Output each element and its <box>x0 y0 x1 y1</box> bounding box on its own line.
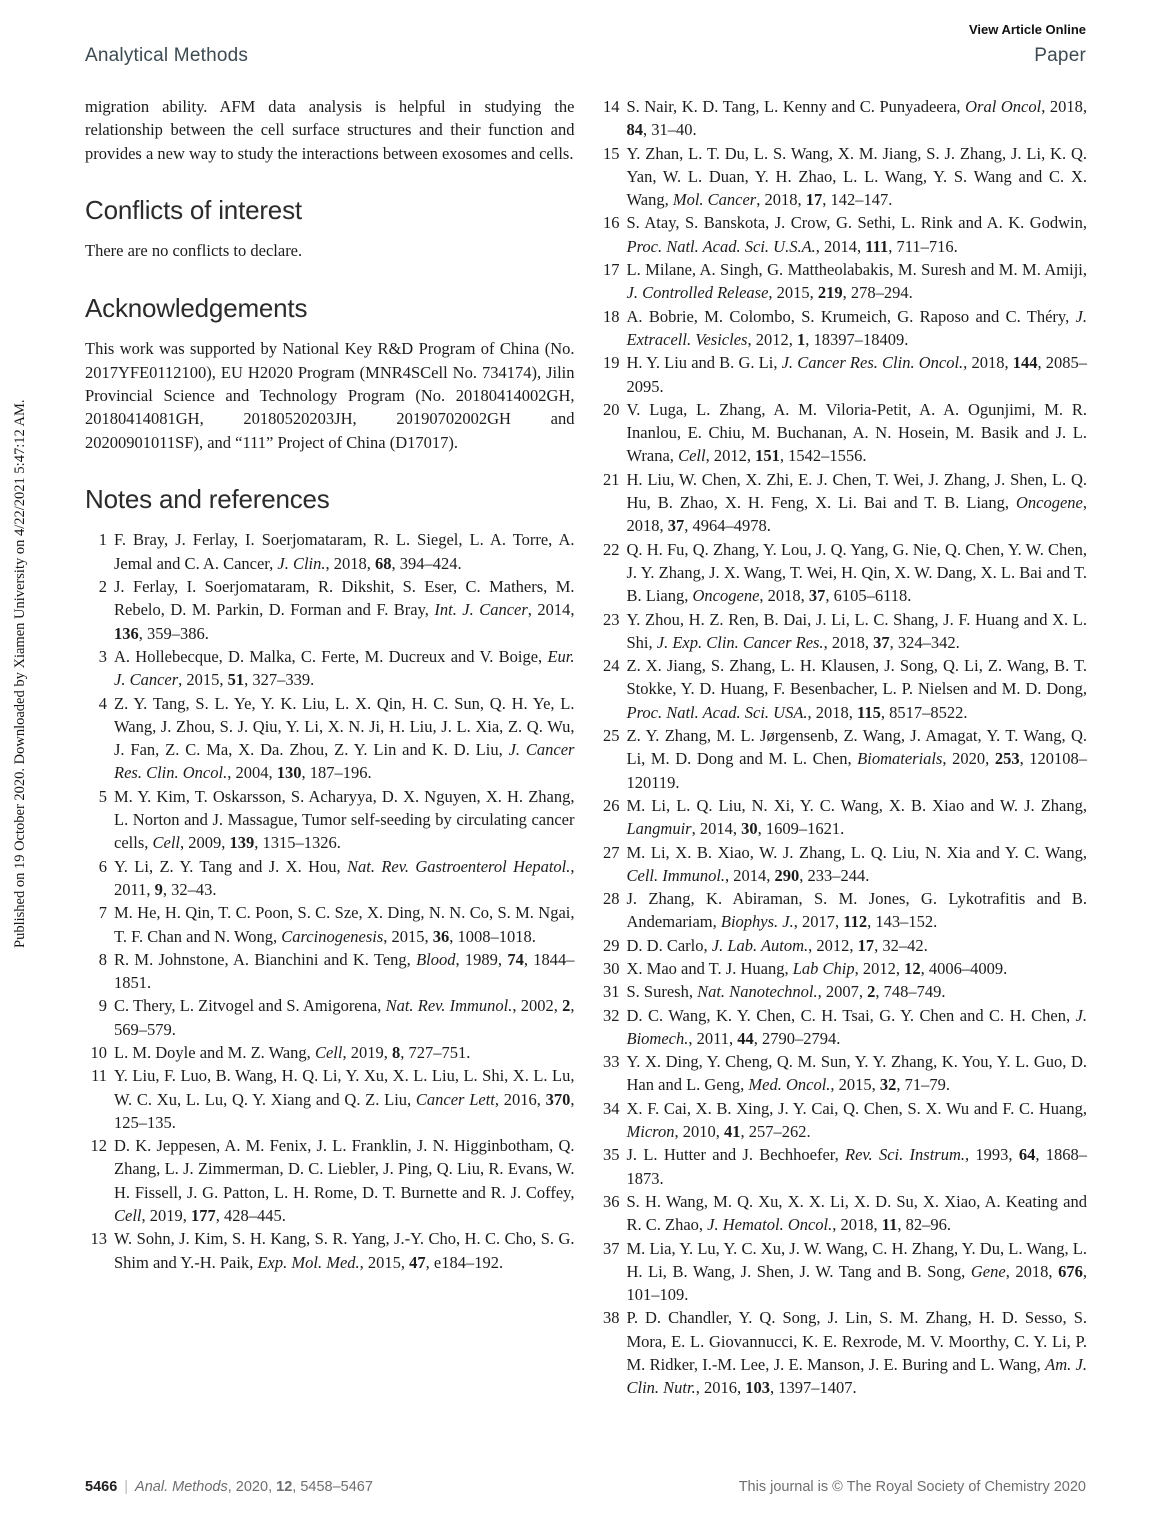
reference-list-left <box>85 528 575 1274</box>
reference-number: 13 <box>90 1229 107 1249</box>
reference-number: 34 <box>603 1098 620 1118</box>
reference-number: 15 <box>603 143 620 163</box>
reference-item <box>598 980 1088 1003</box>
reference-number: 6 <box>98 856 107 876</box>
journal-citation: Anal. Methods, 2020, 12, 5458–5467 <box>135 1479 373 1495</box>
reference-number: 3 <box>98 646 107 666</box>
reference-text: Z. Y. Tang, S. L. Ye, Y. K. Liu, L. X. Qin, H. C. Sun, Q. H. Ye, L. Wang, J. Zhou, S. J. Qiu, Y. Li, X. N. Ji, H. Liu, J. L. Xia, Z. Q. Wu, J. Fan, Z. C. Ma, X. Da. Zhou, Z. Y. Lin and K. D. Liu, J. Cancer Res. Clin. Oncol., 2004, 130, 187–196. <box>114 693 575 783</box>
reference-number: 25 <box>603 726 620 746</box>
page-number: 5466 <box>85 1479 118 1495</box>
reference-text: Z. Y. Zhang, M. L. Jørgensenb, Z. Wang, J. Amagat, Y. T. Wang, Q. Li, M. D. Dong and M. L. Chen, Biomaterials, 2020, 253, 120108–120119. <box>626 726 1088 792</box>
left-column <box>85 95 575 1400</box>
reference-number: 2 <box>98 577 107 597</box>
reference-item <box>85 1227 575 1274</box>
reference-item <box>598 654 1088 724</box>
reference-text: R. M. Johnstone, A. Bianchini and K. Teng, Blood, 1989, 74, 1844–1851. <box>114 949 575 993</box>
reference-number: 36 <box>603 1191 620 1211</box>
reference-number: 38 <box>603 1308 620 1328</box>
reference-text: F. Bray, J. Ferlay, I. Soerjomataram, R. L. Siegel, L. A. Torre, A. Jemal and C. A. Cancer, J. Clin., 2018, 68, 394–424. <box>114 530 575 573</box>
reference-number: 9 <box>98 996 107 1016</box>
reference-text: Q. H. Fu, Q. Zhang, Y. Lou, J. Q. Yang, G. Nie, Q. Chen, Y. W. Chen, J. Y. Zhang, J. X. Wang, T. Wei, H. Qin, X. W. Dang, X. L. Bai and T. B. Liang, Oncogene, 2018, 37, 6105–6118. <box>626 539 1087 606</box>
reference-number: 37 <box>603 1238 620 1258</box>
reference-item <box>598 305 1088 352</box>
reference-item <box>598 957 1088 980</box>
reference-number: 22 <box>603 539 620 559</box>
reference-item <box>598 934 1088 957</box>
right-column <box>598 95 1088 1400</box>
two-column-body <box>85 95 1087 1400</box>
reference-number: 7 <box>98 903 107 923</box>
view-article-online-link[interactable]: View Article Online <box>968 22 1086 37</box>
reference-item <box>598 841 1088 888</box>
reference-text: Y. X. Ding, Y. Cheng, Q. M. Sun, Y. Y. Zhang, K. You, Y. L. Guo, D. Han and L. Geng, Med. Oncol., 2015, 32, 71–79. <box>626 1052 1087 1095</box>
reference-item <box>598 1190 1088 1237</box>
reference-text: S. Suresh, Nat. Nanotechnol., 2007, 2, 748–749. <box>626 982 946 1002</box>
reference-number: 5 <box>98 786 107 806</box>
reference-text: M. Li, X. B. Xiao, W. J. Zhang, L. Q. Liu, N. Xia and Y. C. Wang, Cell. Immunol., 2014, 290, 233–244. <box>626 842 1087 885</box>
reference-number: 1 <box>98 530 107 550</box>
reference-number: 12 <box>90 1136 107 1156</box>
reference-item <box>598 887 1088 934</box>
reference-number: 14 <box>603 97 620 116</box>
reference-text: M. He, H. Qin, T. C. Poon, S. C. Sze, X. Ding, N. N. Co, S. M. Ngai, T. F. Chan and N. Wong, Carcinogenesis, 2015, 36, 1008–1018. <box>114 903 575 946</box>
sidebar-provenance-text: Published on 19 October 2020. Downloaded by Xiamen University on 4/22/2021 5:47:12 AM. <box>12 399 28 948</box>
reference-text: S. Atay, S. Banskota, J. Crow, G. Sethi, L. Rink and A. K. Godwin, Proc. Natl. Acad. Sci. U.S.A., 2014, 111, 711–716. <box>626 213 1087 256</box>
reference-text: S. H. Wang, M. Q. Xu, X. X. Li, X. D. Su, X. Xiao, A. Keating and R. C. Zhao, J. Hematol. Oncol., 2018, 11, 82–96. <box>626 1191 1087 1235</box>
references-heading: Notes and references <box>85 483 330 514</box>
reference-text: Y. Liu, F. Luo, B. Wang, H. Q. Li, Y. Xu, X. L. Liu, L. Shi, X. L. Lu, W. C. Xu, L. Lu, Q. Y. Xiang and Q. Z. Liu, Cancer Lett, 2016, 370, 125–135. <box>114 1066 575 1132</box>
reference-text: J. Ferlay, I. Soerjomataram, R. Dikshit, S. Eser, C. Mathers, M. Rebelo, D. M. Parkin, D. Forman and F. Bray, Int. J. Cancer, 2014, 136, 359–386. <box>114 577 575 643</box>
reference-text: X. Mao and T. J. Huang, Lab Chip, 2012, 12, 4006–4009. <box>626 958 1008 978</box>
reference-item <box>85 948 575 995</box>
reference-number: 21 <box>603 469 620 489</box>
reference-item <box>85 575 575 645</box>
reference-number: 30 <box>603 958 620 978</box>
journal-title: Analytical Methods <box>85 45 249 66</box>
reference-text: V. Luga, L. Zhang, A. M. Viloria-Petit, A. A. Ogunjimi, M. R. Inanlou, E. Chiu, M. Buchanan, A. N. Hosein, M. Basik and J. L. Wrana, Cell, 2012, 151, 1542–1556. <box>626 399 1087 466</box>
reference-item <box>598 95 1088 142</box>
reference-item <box>598 258 1088 305</box>
reference-item <box>85 528 575 575</box>
reference-text: L. M. Doyle and M. Z. Wang, Cell, 2019, 8, 727–751. <box>114 1042 471 1062</box>
reference-text: C. Thery, L. Zitvogel and S. Amigorena, Nat. Rev. Immunol., 2002, 2, 569–579. <box>114 996 575 1039</box>
footer-separator: | <box>124 1479 129 1495</box>
reference-number: 20 <box>603 399 620 419</box>
reference-text: Y. Zhou, H. Z. Ren, B. Dai, J. Li, L. C. Shang, J. F. Huang and X. L. Shi, J. Exp. Clin. Cancer Res., 2018, 37, 324–342. <box>626 609 1087 652</box>
reference-number: 35 <box>603 1145 620 1165</box>
reference-text: H. Liu, W. Chen, X. Zhi, E. J. Chen, T. Wei, J. Zhang, J. Shen, L. Q. Hu, B. Zhao, X. H. Feng, X. Li. Bai and T. B. Liang, Oncogene, 2018, 37, 4964–4978. <box>626 469 1087 536</box>
reference-item <box>598 608 1088 655</box>
reference-item <box>85 855 575 902</box>
reference-number: 27 <box>603 842 620 862</box>
reference-text: D. K. Jeppesen, A. M. Fenix, J. L. Franklin, J. N. Higginbotham, Q. Zhang, L. J. Zimmerman, D. C. Liebler, J. Ping, Q. Liu, R. Evans, W. H. Fissell, J. G. Patton, L. H. Rome, D. T. Burnette and R. J. Coffey, Cell, 2019, 177, 428–445. <box>114 1136 575 1226</box>
conflicts-heading: Conflicts of interest <box>85 194 302 225</box>
reference-number: 32 <box>603 1005 620 1025</box>
reference-text: W. Sohn, J. Kim, S. H. Kang, S. R. Yang, J.-Y. Cho, H. C. Cho, S. G. Shim and Y.-H. Paik, Exp. Mol. Med., 2015, 47, e184–192. <box>114 1229 575 1272</box>
reference-item <box>85 901 575 948</box>
reference-number: 11 <box>91 1066 107 1086</box>
reference-item <box>85 692 575 785</box>
reference-text: Y. Zhan, L. T. Du, L. S. Wang, X. M. Jiang, S. J. Zhang, J. Li, K. Q. Yan, W. L. Duan, Y. H. Zhao, L. L. Wang, Y. S. Wang and C. X. Wang, Mol. Cancer, 2018, 17, 142–147. <box>626 143 1087 210</box>
reference-text: M. Li, L. Q. Liu, N. Xi, Y. C. Wang, X. B. Xiao and W. J. Zhang, Langmuir, 2014, 30, 1609–1621. <box>626 795 1087 839</box>
reference-item <box>598 211 1088 258</box>
reference-item <box>598 398 1088 468</box>
reference-item <box>85 1041 575 1064</box>
acknowledgements-heading: Acknowledgements <box>85 292 308 323</box>
reference-item <box>85 785 575 855</box>
reference-item <box>85 994 575 1041</box>
reference-number: 31 <box>603 982 620 1002</box>
reference-item <box>598 468 1088 538</box>
reference-text: A. Hollebecque, D. Malka, C. Ferte, M. Ducreux and V. Boige, Eur. J. Cancer, 2015, 51, 327–339. <box>114 646 575 690</box>
reference-item <box>598 724 1088 794</box>
reference-text: J. L. Hutter and J. Bechhoefer, Rev. Sci. Instrum., 1993, 64, 1868–1873. <box>626 1145 1088 1188</box>
reference-text: H. Y. Liu and B. G. Li, J. Cancer Res. Clin. Oncol., 2018, 144, 2085–2095. <box>626 353 1088 396</box>
reference-item <box>85 1064 575 1134</box>
reference-text: S. Nair, K. D. Tang, L. Kenny and C. Punyadeera, Oral Oncol, 2018, 84, 31–40. <box>626 97 1088 140</box>
conflicts-paragraph: There are no conflicts to declare. <box>85 241 303 261</box>
reference-number: 33 <box>603 1052 620 1072</box>
reference-text: D. D. Carlo, J. Lab. Autom., 2012, 17, 32–42. <box>626 935 928 955</box>
reference-text: Y. Li, Z. Y. Tang and J. X. Hou, Nat. Rev. Gastroenterol Hepatol., 2011, 9, 32–43. <box>114 856 575 899</box>
reference-number: 29 <box>603 935 620 955</box>
reference-item <box>598 1097 1088 1144</box>
reference-number: 4 <box>98 693 107 713</box>
footer-copyright: This journal is © The Royal Society of Chemistry 2020 <box>738 1479 1086 1495</box>
reference-number: 28 <box>603 889 620 909</box>
reference-text: Z. X. Jiang, S. Zhang, L. H. Klausen, J. Song, Q. Li, Z. Wang, B. T. Stokke, Y. D. Huang, F. Besenbacher, L. P. Nielsen and M. D. Dong, Proc. Natl. Acad. Sci. USA., 2018, 115, 8517–8522. <box>626 656 1087 722</box>
reference-item <box>598 1143 1088 1190</box>
reference-number: 8 <box>98 949 107 969</box>
reference-item <box>598 1004 1088 1051</box>
reference-text: A. Bobrie, M. Colombo, S. Krumeich, G. Raposo and C. Théry, J. Extracell. Vesicles, 2012, 1, 18397–18409. <box>626 306 1087 349</box>
reference-list-right <box>598 95 1088 1400</box>
reference-text: J. Zhang, K. Abiraman, S. M. Jones, G. Lykotrafitis and B. Andemariam, Biophys. J., 2017, 112, 143–152. <box>626 889 1087 932</box>
reference-item <box>598 538 1088 608</box>
reference-number: 16 <box>603 213 620 233</box>
reference-text: X. F. Cai, X. B. Xing, J. Y. Cai, Q. Chen, S. X. Wu and F. C. Huang, Micron, 2010, 41, 257–262. <box>626 1098 1087 1142</box>
intro-paragraph: migration ability. AFM data analysis is helpful in studying the relationship between the cell surface structures and their function and provides a new way to study the interactions between exosomes and cells. <box>85 97 575 163</box>
reference-item <box>85 645 575 692</box>
reference-text: M. Lia, Y. Lu, Y. C. Xu, J. W. Wang, C. H. Zhang, Y. Du, L. Wang, L. H. Li, B. Wang, J. Shen, J. W. Tang and B. Song, Gene, 2018, 676, 101–109. <box>626 1238 1087 1305</box>
reference-number: 10 <box>90 1042 107 1062</box>
reference-item <box>598 1237 1088 1307</box>
reference-text: P. D. Chandler, Y. Q. Song, J. Lin, S. M. Zhang, H. D. Sesso, S. Mora, E. L. Giovannucci, K. E. Rexrode, M. V. Moorthy, C. Y. Li, P. M. Ridker, I.-M. Lee, J. E. Manson, J. E. Buring and L. Wang, Am. J. Clin. Nutr., 2016, 103, 1397–1407. <box>626 1308 1087 1398</box>
reference-number: 24 <box>603 656 620 676</box>
reference-item <box>598 1050 1088 1097</box>
reference-text: L. Milane, A. Singh, G. Mattheolabakis, M. Suresh and M. M. Amiji, J. Controlled Release, 2015, 219, 278–294. <box>626 260 1087 303</box>
reference-number: 19 <box>603 353 620 373</box>
reference-item <box>85 1134 575 1227</box>
reference-number: 26 <box>603 795 620 815</box>
reference-number: 23 <box>603 609 620 629</box>
reference-item <box>598 351 1088 398</box>
footer-citation <box>85 1479 373 1495</box>
article-type-label: Paper <box>1034 45 1086 66</box>
reference-item <box>598 1306 1088 1399</box>
reference-text: D. C. Wang, K. Y. Chen, C. H. Tsai, G. Y. Chen and C. H. Chen, J. Biomech., 2011, 44, 2790–2794. <box>626 1005 1087 1048</box>
reference-number: 18 <box>603 306 620 326</box>
reference-item <box>598 142 1088 212</box>
reference-number: 17 <box>603 260 620 280</box>
reference-item <box>598 794 1088 841</box>
reference-text: M. Y. Kim, T. Oskarsson, S. Acharyya, D. X. Nguyen, X. H. Zhang, L. Norton and J. Massague, Tumor self-seeding by circulating cancer cells, Cell, 2009, 139, 1315–1326. <box>114 786 575 853</box>
acknowledgements-paragraph: This work was supported by National Key R&D Program of China (No. 2017YFE0112100), EU H2020 Program (MNR4SCell No. 734174), Jilin Provincial Science and Technology Program (No. 20180414002GH, 20180414081GH, 20180520203JH, 20190702002GH and 20200901011SF), and “111” Project of China (D17017). <box>85 339 575 452</box>
